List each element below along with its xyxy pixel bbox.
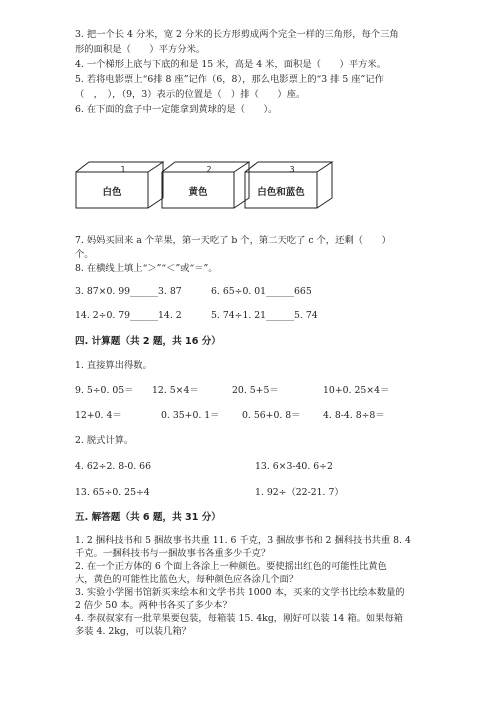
word-problem-line: 3. 实验小学图书馆新买来绘本和文学书共 1000 本，买来的文学书比绘本数量的 [75,587,405,598]
expression-item: 4. 62÷2. 8-0. 66 [75,461,151,472]
question-7-line-2: 个。 [75,249,94,260]
ball-boxes-figure [75,160,435,210]
box-2-number: 2 [206,165,212,174]
section-4-heading: 四. 计算题（共 2 题，共 16 分） [75,336,221,347]
expression-item: 13. 6×3-40. 6÷2 [255,461,333,472]
calc-item: 12. 5×4＝ [152,385,199,396]
word-problem-line: 多装 4. 2kg，可以装几箱？ [75,626,191,637]
compare-item-3: 14. 2÷0. 79______14. 2 [75,310,182,321]
question-4: 4. 一个梯形上底与下底的和是 15 米，高是 4 米，面积是（ ）平方米。 [75,59,387,70]
compare-item-2: 6. 65÷0. 01______665 [211,286,312,297]
word-problem-line: 1. 2 捆科技书和 5 捆故事书共重 11. 6 千克，3 捆故事书和 2 捆科技书共重 8. 4 [75,535,411,546]
section-4-sub-1: 1. 直接算出得数。 [75,360,152,371]
calc-item: 0. 56+0. 8＝ [242,410,301,421]
question-8: 8. 在横线上填上“＞”“＜”或“＝”。 [75,263,218,274]
section-4-sub-2: 2. 脱式计算。 [75,435,134,446]
compare-item-4: 5. 74÷1. 21______5. 74 [211,310,318,321]
section-5-heading: 五. 解答题（共 6 题，共 31 分） [75,512,221,523]
compare-item-1: 3. 87×0. 99______3. 87 [75,286,182,297]
question-7-line-1: 7. 妈妈买回来 a 个苹果，第一天吃了 b 个，第二天吃了 c 个，还剩（ ） [75,235,391,246]
calc-item: 20. 5+5＝ [232,385,279,396]
box-3 [244,160,336,210]
question-5-line-1: 5. 若将电影票上“6排 8 座”记作（6，8），那么电影票上的“3 排 5 座”记作 [75,74,384,85]
box-2-label: 黄色 [188,187,208,198]
word-problem-line: 2. 在一个正方体的 6 个面上各涂上一种颜色。要使摇出红色的可能性比黄色 [75,561,387,572]
question-5-line-2: （ ， ），（9，3）表示的位置是（ ）排（ ）座。 [75,89,306,100]
question-3-line-1: 3. 把一个长 4 分米，宽 2 分米的长方形剪成两个完全一样的三角形，每个三角 [75,29,399,40]
calc-item: 0. 35+0. 1＝ [161,410,220,421]
box-1-label: 白色 [102,187,122,198]
expression-item: 13. 65÷0. 25÷4 [75,487,150,498]
question-6: 6. 在下面的盒子中一定能拿到黄球的是（ ）。 [75,104,278,115]
box-2 [161,160,253,210]
calc-item: 10+0. 25×4＝ [323,385,390,396]
expression-item: 1. 92÷（22-21. 7） [255,487,344,498]
box-3-label: 白色和蓝色 [257,187,305,198]
box-3-number: 3 [289,165,295,174]
word-problem-line: 4. 李叔叔家有一批苹果要包装，每箱装 15. 4kg，刚好可以装 14 箱。如果每箱 [75,613,404,624]
box-1 [75,160,167,210]
word-problem-line: 大，黄色的可能性比蓝色大，每种颜色应各涂几个面？ [75,574,299,585]
box-1-number: 1 [120,165,126,174]
calc-item: 12+0. 4＝ [75,410,122,421]
question-3-line-2: 形的面积是（ ）平方分米。 [75,44,206,55]
word-problem-line: 2 倍少 50 本。两种书各买了多少本？ [75,600,232,611]
word-problem-line: 千克。一捆科技书与一捆故事书各重多少千克？ [75,548,271,559]
calc-item: 9. 5÷0. 05＝ [75,385,134,396]
calc-item: 4. 8-4. 8÷8＝ [323,410,385,421]
